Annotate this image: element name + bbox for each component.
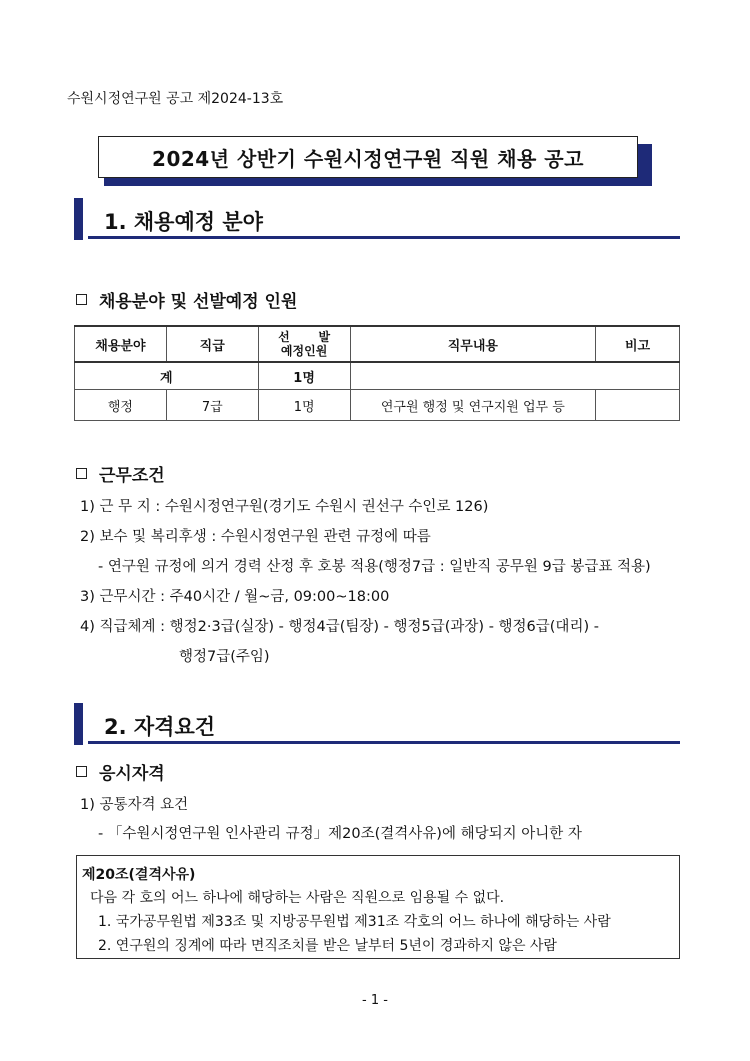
recruitment-table — [74, 325, 680, 421]
disqualification-line: 2. 연구원의 징계에 따라 면직조치를 받은 날부터 5년이 경과하지 않은 사람 — [98, 938, 557, 954]
section1-sub1-heading: 채용분야 및 선발예정 인원 — [76, 287, 297, 312]
section1-sub2-heading: 근무조건 — [76, 461, 165, 486]
condition-item-continued: 행정7급(주임) — [179, 649, 270, 665]
qualification-subitem: - 「수원시정연구원 인사관리 규정」제20조(결격사유)에 해당되지 아니한 자 — [98, 826, 582, 842]
table-total-row — [75, 362, 680, 390]
disqualification-line: 다음 각 호의 어느 하나에 해당하는 사람은 직원으로 임용될 수 없다. — [90, 890, 505, 906]
section2-title: 2. 자격요건 — [104, 715, 216, 739]
section1-title: 1. 채용예정 분야 — [104, 210, 263, 234]
notice-number: 수원시정연구원 공고 제2024-13호 — [67, 91, 284, 107]
header-field: 채용분야 — [75, 326, 167, 362]
total-empty — [350, 362, 679, 390]
header-duties: 직무내용 — [350, 326, 596, 362]
total-label: 계 — [75, 362, 259, 390]
row-grade: 7급 — [166, 390, 258, 421]
page-number: - 1 - — [362, 993, 388, 1008]
qualification-item: 1) 공통자격 요건 — [80, 797, 189, 813]
condition-item: 1) 근 무 지 : 수원시정연구원(경기도 수원시 권선구 수인로 126) — [80, 499, 489, 515]
section2-sub1-heading: 응시자격 — [76, 759, 165, 784]
condition-item: 2) 보수 및 복리후생 : 수원시정연구원 관련 규정에 따름 — [80, 529, 431, 545]
condition-item: 3) 근무시간 : 주40시간 / 월~금, 09:00~18:00 — [80, 589, 390, 605]
condition-item: 4) 직급체계 : 행정2·3급(실장) - 행정4급(팀장) - 행정5급(과장) - 행정6급(대리) - — [80, 619, 599, 635]
square-bullet-icon — [76, 766, 87, 777]
condition-subitem: - 연구원 규정에 의거 경력 산정 후 호봉 적용(행정7급 : 일반직 공무원 9급 봉급표 적용) — [98, 559, 651, 575]
square-bullet-icon — [76, 468, 87, 479]
header-count: 선 발 예정인원 — [258, 326, 350, 362]
table-row — [75, 390, 680, 421]
disqualification-heading: 제20조(결격사유) — [82, 867, 196, 883]
section2-bar — [74, 703, 83, 745]
header-grade: 직급 — [166, 326, 258, 362]
row-count: 1명 — [258, 390, 350, 421]
row-note — [596, 390, 680, 421]
section1-bar — [74, 198, 83, 240]
section1-underline — [88, 236, 680, 239]
row-field: 행정 — [75, 390, 167, 421]
row-duties: 연구원 행정 및 연구지원 업무 등 — [350, 390, 596, 421]
document-title: 2024년 상반기 수원시정연구원 직원 채용 공고 — [98, 136, 638, 178]
disqualification-line: 1. 국가공무원법 제33조 및 지방공무원법 제31조 각호의 어느 하나에 해당하는 사람 — [98, 914, 611, 930]
square-bullet-icon — [76, 294, 87, 305]
total-count: 1명 — [258, 362, 350, 390]
header-note: 비고 — [596, 326, 680, 362]
table-header-row — [75, 326, 680, 362]
section2-underline — [88, 741, 680, 744]
